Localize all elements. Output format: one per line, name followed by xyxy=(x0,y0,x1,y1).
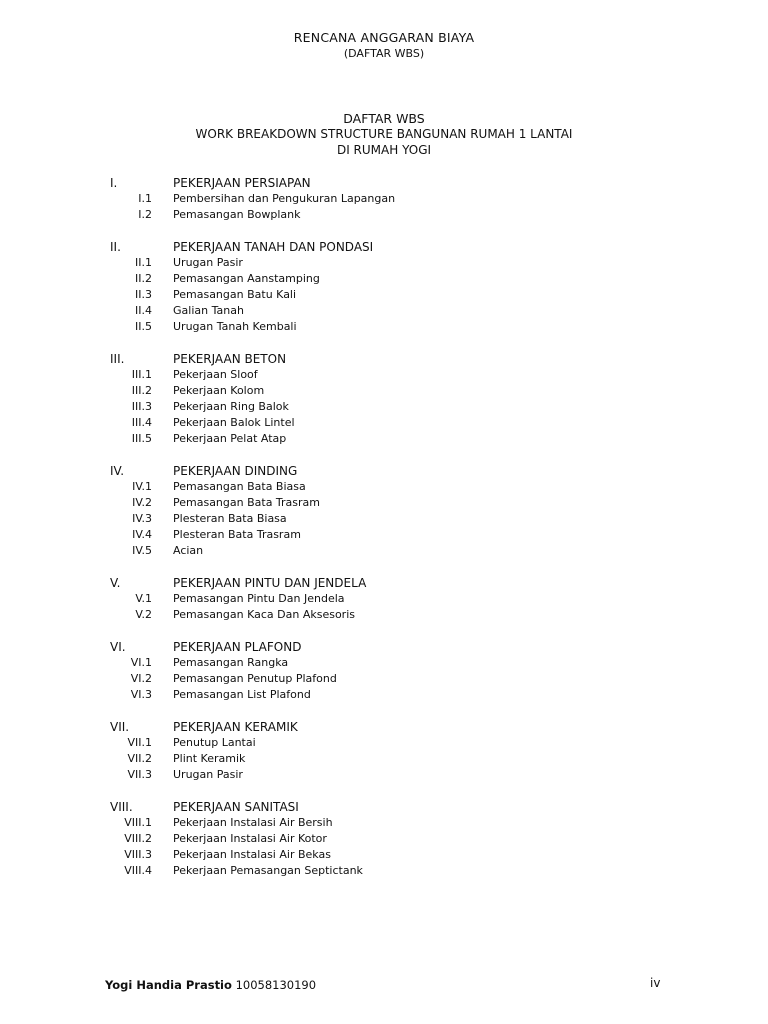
item-label: Pekerjaan Kolom xyxy=(173,384,265,397)
list-item xyxy=(0,303,768,319)
list-item xyxy=(0,751,768,767)
item-label: Pekerjaan Ring Balok xyxy=(173,400,289,413)
item-label: Pemasangan Bata Biasa xyxy=(173,480,306,493)
item-number: IV.1 xyxy=(132,480,152,493)
list-item xyxy=(0,415,768,431)
document-subtitle: (DAFTAR WBS) xyxy=(343,47,425,60)
section-title: PEKERJAAN TANAH DAN PONDASI xyxy=(173,240,374,254)
wbs-section xyxy=(0,575,768,623)
item-label: Pemasangan List Plafond xyxy=(173,688,311,701)
list-item xyxy=(0,495,768,511)
list-item xyxy=(0,671,768,687)
item-number: VIII.3 xyxy=(124,848,152,861)
item-label: Pekerjaan Instalasi Air Bersih xyxy=(173,816,333,829)
item-number: II.5 xyxy=(135,320,152,333)
list-item xyxy=(0,687,768,703)
section-number: V. xyxy=(110,576,121,590)
section-header xyxy=(0,575,768,591)
wbs-section xyxy=(0,719,768,783)
item-number: I.2 xyxy=(138,208,152,221)
list-item xyxy=(0,767,768,783)
section-header xyxy=(0,719,768,735)
item-number: VI.2 xyxy=(130,672,152,685)
heading-line-1: WORK BREAKDOWN STRUCTURE BANGUNAN RUMAH 1 LANTAI xyxy=(195,127,573,141)
item-label: Urugan Pasir xyxy=(173,768,243,781)
list-item xyxy=(0,287,768,303)
page-number: iv xyxy=(650,976,661,990)
section-title: PEKERJAAN PINTU DAN JENDELA xyxy=(173,576,367,590)
item-label: Pemasangan Aanstamping xyxy=(173,272,320,285)
item-label: Pekerjaan Instalasi Air Bekas xyxy=(173,848,331,861)
list-item xyxy=(0,367,768,383)
item-number: V.1 xyxy=(135,592,152,605)
item-number: II.3 xyxy=(135,288,152,301)
item-number: VIII.1 xyxy=(124,816,152,829)
section-number: VII. xyxy=(110,720,130,734)
author-id: 10058130190 xyxy=(235,978,317,992)
section-title: PEKERJAAN BETON xyxy=(173,352,287,366)
section-header xyxy=(0,175,768,191)
wbs-section xyxy=(0,175,768,223)
section-header xyxy=(0,799,768,815)
item-number: VI.3 xyxy=(130,688,152,701)
item-number: VIII.2 xyxy=(124,832,152,845)
item-label: Pemasangan Batu Kali xyxy=(173,288,297,301)
item-number: VII.2 xyxy=(127,752,152,765)
wbs-section xyxy=(0,239,768,335)
item-number: II.1 xyxy=(135,256,152,269)
list-item xyxy=(0,431,768,447)
footer-author xyxy=(105,978,316,992)
list-item xyxy=(0,255,768,271)
item-label: Pekerjaan Pemasangan Septictank xyxy=(173,864,363,877)
item-label: Galian Tanah xyxy=(173,304,244,317)
item-label: Penutup Lantai xyxy=(173,736,256,749)
item-label: Pekerjaan Pelat Atap xyxy=(173,432,287,445)
item-label: Plesteran Bata Biasa xyxy=(173,512,287,525)
list-item xyxy=(0,399,768,415)
section-number: II. xyxy=(110,240,121,254)
section-number: III. xyxy=(110,352,125,366)
section-title: PEKERJAAN DINDING xyxy=(173,464,298,478)
list-item xyxy=(0,847,768,863)
item-label: Urugan Tanah Kembali xyxy=(173,320,297,333)
list-item xyxy=(0,863,768,879)
section-number: VIII. xyxy=(110,800,133,814)
item-number: III.3 xyxy=(131,400,152,413)
item-label: Pemasangan Rangka xyxy=(173,656,289,669)
item-label: Pembersihan dan Pengukuran Lapangan xyxy=(173,192,396,205)
document-title: RENCANA ANGGARAN BIAYA xyxy=(293,30,475,45)
item-number: IV.5 xyxy=(132,544,152,557)
item-number: III.5 xyxy=(131,432,152,445)
item-number: II.4 xyxy=(135,304,152,317)
item-number: III.2 xyxy=(131,384,152,397)
item-label: Plint Keramik xyxy=(173,752,246,765)
section-number: I. xyxy=(110,176,118,190)
item-number: IV.2 xyxy=(132,496,152,509)
wbs-section xyxy=(0,799,768,879)
list-item xyxy=(0,655,768,671)
item-number: IV.4 xyxy=(132,528,152,541)
list-item xyxy=(0,591,768,607)
section-title: PEKERJAAN SANITASI xyxy=(173,800,299,814)
list-item xyxy=(0,815,768,831)
section-number: IV. xyxy=(110,464,125,478)
item-number: VIII.4 xyxy=(124,864,152,877)
section-heading: DAFTAR WBS xyxy=(343,111,425,126)
item-label: Pemasangan Pintu Dan Jendela xyxy=(173,592,345,605)
list-item xyxy=(0,207,768,223)
item-number: III.1 xyxy=(131,368,152,381)
section-header xyxy=(0,239,768,255)
list-item xyxy=(0,271,768,287)
list-item xyxy=(0,511,768,527)
item-number: II.2 xyxy=(135,272,152,285)
item-label: Pemasangan Kaca Dan Aksesoris xyxy=(173,608,355,621)
item-label: Pemasangan Bowplank xyxy=(173,208,301,221)
author-name: Yogi Handia Prastio xyxy=(105,978,232,992)
item-label: Urugan Pasir xyxy=(173,256,243,269)
item-label: Pekerjaan Sloof xyxy=(173,368,258,381)
section-number: VI. xyxy=(110,640,126,654)
list-item xyxy=(0,479,768,495)
list-item xyxy=(0,735,768,751)
heading-line-2: DI RUMAH YOGI xyxy=(336,143,432,157)
list-item xyxy=(0,607,768,623)
section-title: PEKERJAAN PERSIAPAN xyxy=(173,176,311,190)
list-item xyxy=(0,319,768,335)
item-label: Plesteran Bata Trasram xyxy=(173,528,301,541)
list-item xyxy=(0,383,768,399)
section-header xyxy=(0,639,768,655)
item-number: V.2 xyxy=(135,608,152,621)
section-header xyxy=(0,351,768,367)
list-item xyxy=(0,543,768,559)
item-label: Acian xyxy=(173,544,204,557)
wbs-section xyxy=(0,639,768,703)
list-item xyxy=(0,191,768,207)
item-number: I.1 xyxy=(138,192,152,205)
item-number: IV.3 xyxy=(132,512,152,525)
section-header xyxy=(0,463,768,479)
item-label: Pemasangan Penutup Plafond xyxy=(173,672,337,685)
wbs-section xyxy=(0,351,768,447)
item-number: VII.3 xyxy=(127,768,152,781)
list-item xyxy=(0,831,768,847)
item-label: Pemasangan Bata Trasram xyxy=(173,496,321,509)
wbs-section xyxy=(0,463,768,559)
list-item xyxy=(0,527,768,543)
item-number: VII.1 xyxy=(127,736,152,749)
item-number: III.4 xyxy=(131,416,152,429)
section-title: PEKERJAAN PLAFOND xyxy=(173,640,302,654)
item-label: Pekerjaan Balok Lintel xyxy=(173,416,295,429)
item-number: VI.1 xyxy=(130,656,152,669)
section-title: PEKERJAAN KERAMIK xyxy=(173,720,298,734)
wbs-list xyxy=(0,175,768,895)
item-label: Pekerjaan Instalasi Air Kotor xyxy=(173,832,327,845)
